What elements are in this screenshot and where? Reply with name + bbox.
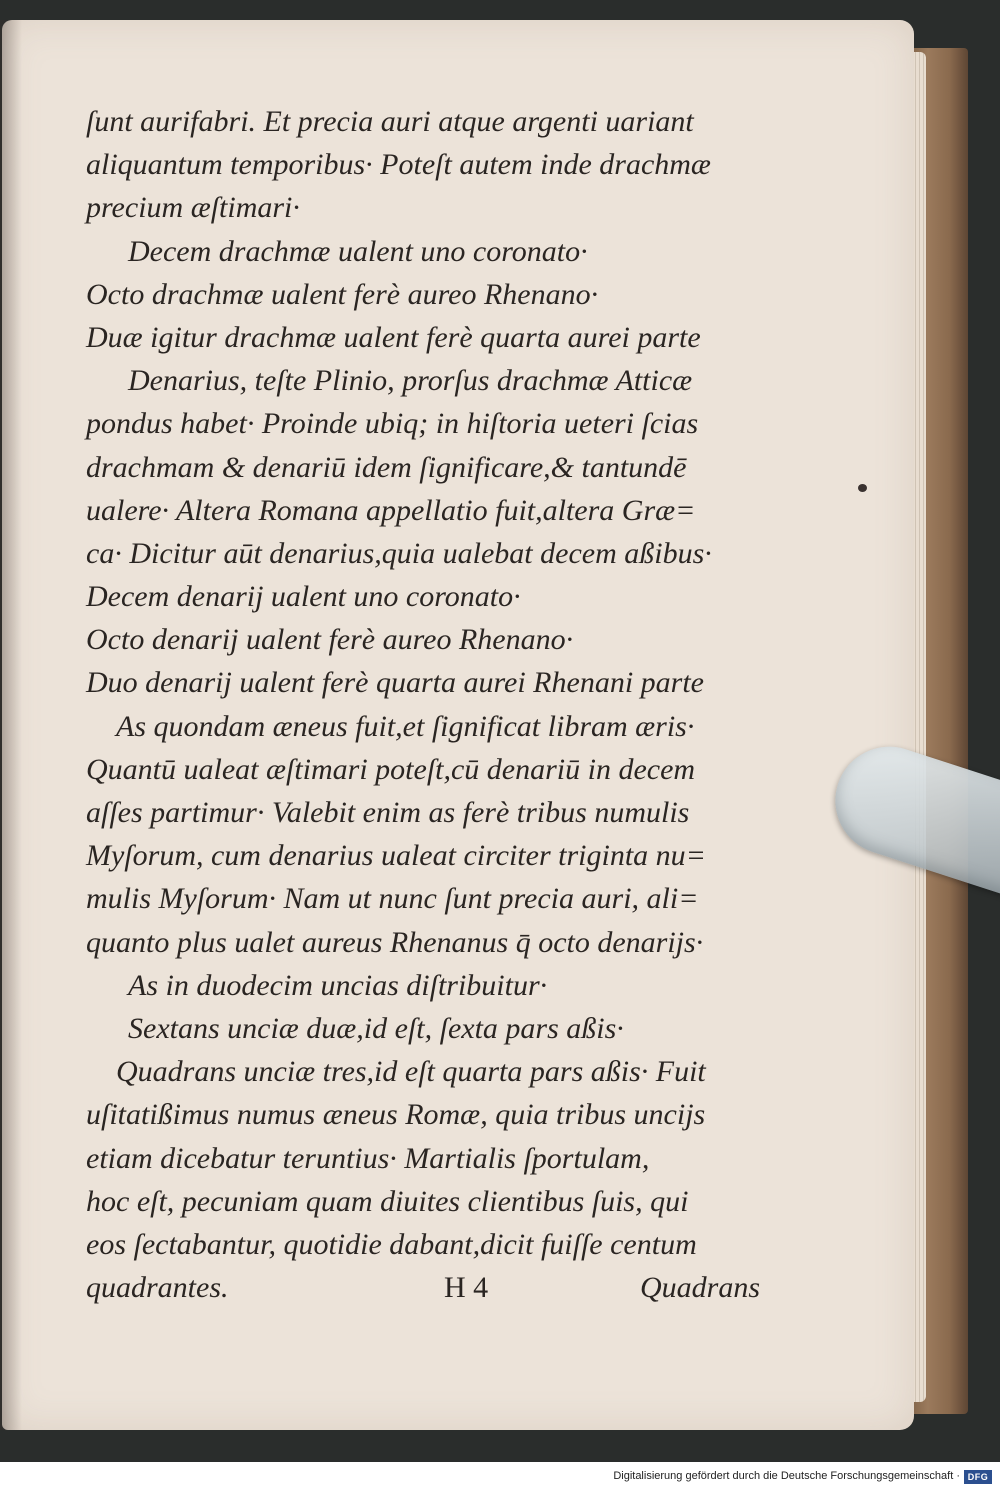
text-line: Decem denarij ualent uno coronato·	[86, 580, 521, 614]
dfg-logo: DFG	[964, 1470, 992, 1484]
text-line: pondus habet· Proinde ubiq; in hiſtoria ueteri ſcias	[86, 407, 699, 441]
text-line: Quantū ualeat æſtimari poteſt,cū denariū in decem	[86, 752, 696, 786]
text-line: quadrantes.	[86, 1271, 229, 1305]
text-line: aſſes partimur· Valebit enim as ferè tribus numulis	[86, 796, 690, 829]
text-line: uſitatißimus numus æneus Romæ, quia tribus uncijs	[86, 1098, 706, 1132]
ink-speck	[858, 484, 867, 492]
digitization-credit: Digitalisierung gefördert durch die Deutsche Forschungsgemeinschaft ·	[613, 1470, 960, 1482]
text-line: Octo denarij ualent ferè aureo Rhenano·	[86, 623, 574, 657]
text-line: Decem drachmæ ualent uno coronato·	[128, 234, 588, 268]
text-line: drachmam & denariū idem ſignificare,& tantundē	[86, 450, 687, 484]
text-line: Quadrans unciæ tres,id eſt quarta pars aßis· Fuit	[116, 1055, 706, 1089]
text-line: Denarius, teſte Plinio, prorſus drachmæ Atticæ	[128, 364, 693, 398]
text-line: eos ſectabantur, quotidie dabant,dicit fuiſſe centum	[86, 1227, 697, 1261]
text-line: etiam dicebatur teruntius· Martialis ſportulam,	[86, 1141, 650, 1175]
page-footer-line	[86, 1266, 760, 1309]
text-line: quanto plus ualet aureus Rhenanus q̄ octo denarijs·	[86, 925, 704, 959]
text-line: Sextans unciæ duæ,id eſt, ſexta pars aßis·	[128, 1011, 624, 1045]
catchword: Quadrans	[639, 1271, 760, 1305]
text-line: As quondam æneus fuit,et ſignificat libram æris·	[116, 709, 695, 743]
gutter-shadow	[0, 20, 22, 1430]
text-line: ca· Dicitur aūt denarius,quia ualebat decem aßibus·	[86, 536, 712, 570]
text-line: precium æſtimari·	[86, 191, 300, 225]
text-line: Myſorum, cum denarius ualeat circiter triginta nu=	[86, 839, 706, 873]
text-line: hoc eſt, pecuniam quam diuites clientibus ſuis, qui	[86, 1184, 689, 1218]
text-line: aliquantum temporibus· Poteſt autem inde drachmæ	[86, 148, 711, 182]
signature-mark: H 4	[444, 1271, 489, 1305]
credit-bar	[0, 1462, 1000, 1492]
text-line: mulis Myſorum· Nam ut nunc ſunt precia auri, ali=	[86, 882, 699, 916]
text-line: Duæ igitur drachmæ ualent ferè quarta aurei parte	[86, 320, 701, 354]
text-line: ualere· Altera Romana appellatio fuit,altera Græ=	[86, 493, 696, 527]
text-line: As in duodecim uncias diſtribuitur·	[128, 968, 548, 1002]
text-line: Duo denarij ualent ferè quarta aurei Rhenani parte	[86, 666, 704, 700]
page-text	[86, 100, 760, 1309]
text-line: ſunt aurifabri. Et precia auri atque argenti uariant	[86, 105, 694, 138]
text-line: Octo drachmæ ualent ferè aureo Rhenano·	[86, 277, 599, 311]
